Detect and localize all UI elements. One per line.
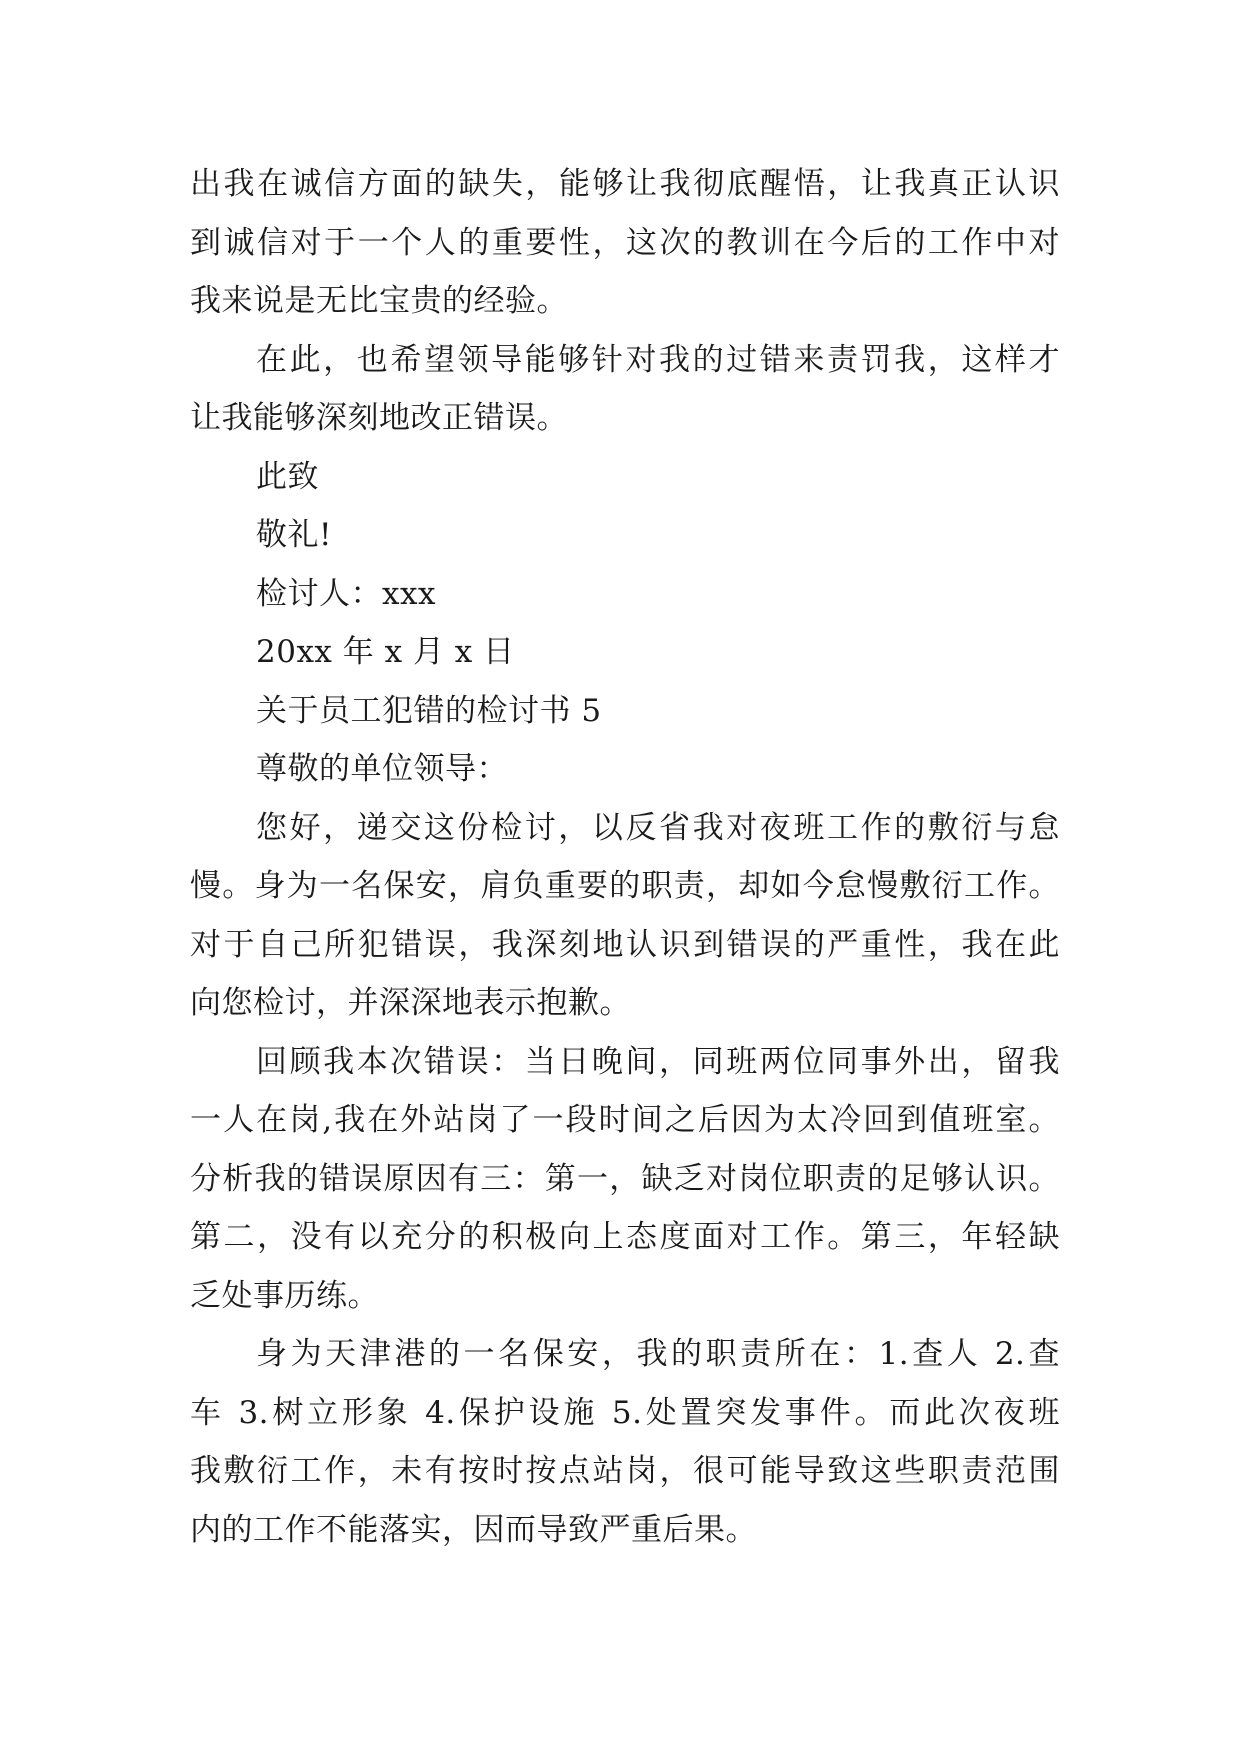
- greeting: [190, 740, 1060, 799]
- text-line: 向您检讨，并深深地表示抱歉。: [190, 985, 631, 1021]
- text-line: 此致: [256, 458, 319, 495]
- paragraph: [190, 155, 1060, 331]
- text-line: 第二，没有以充分的积极向上态度面对工作。第三，年轻缺: [190, 1219, 1060, 1255]
- closing-salutation: [190, 448, 1060, 507]
- text-line: 关于员工犯错的检讨书 5: [256, 692, 602, 729]
- text-line: 对于自己所犯错误，我深刻地认识到错误的严重性，我在此: [190, 926, 1060, 963]
- text-line: 20xx 年 x 月 x 日: [256, 634, 515, 670]
- closing-regards: [190, 506, 1060, 565]
- paragraph: [190, 799, 1060, 1033]
- text-line: 车 3.树立形象 4.保护设施 5.处置突发事件。而此次夜班: [190, 1394, 1060, 1431]
- text-line: 内的工作不能落实，因而导致严重后果。: [190, 1511, 757, 1548]
- text-line: 分析我的错误原因有三：第一，缺乏对岗位职责的足够认识。: [190, 1160, 1060, 1197]
- text-line: 您好，递交这份检讨，以反省我对夜班工作的敷衍与怠: [256, 809, 1060, 846]
- text-line: 出我在诚信方面的缺失，能够让我彻底醒悟，让我真正认识: [190, 166, 1060, 202]
- paragraph: [190, 331, 1060, 448]
- paragraph: [190, 1325, 1060, 1559]
- text-line: 到诚信对于一个人的重要性，这次的教训在今后的工作中对: [190, 224, 1060, 261]
- text-line: 身为天津港的一名保安，我的职责所在：1.查人 2.查: [256, 1336, 1060, 1372]
- text-line: 检讨人：xxx: [256, 575, 436, 612]
- text-line: 回顾我本次错误：当日晚间，同班两位同事外出，留我: [256, 1043, 1060, 1080]
- text-line: 尊敬的单位领导：: [256, 751, 508, 787]
- text-line: 慢。身为一名保安，肩负重要的职责，却如今怠慢敷衍工作。: [190, 868, 1060, 904]
- text-line: 在此，也希望领导能够针对我的过错来责罚我，这样才: [256, 341, 1060, 378]
- text-line: 我来说是无比宝贵的经验。: [190, 283, 568, 319]
- paragraph: [190, 1033, 1060, 1326]
- text-line: 一人在岗,我在外站岗了一段时间之后因为太冷回到值班室。: [190, 1102, 1060, 1138]
- section-title: [190, 682, 1060, 741]
- text-line: 让我能够深刻地改正错误。: [190, 400, 568, 436]
- text-line: 乏处事历练。: [190, 1277, 379, 1314]
- text-line: 敬礼!: [256, 517, 332, 553]
- signature: [190, 565, 1060, 624]
- document-page: [190, 155, 1060, 1559]
- text-line: 我敷衍工作，未有按时按点站岗，很可能导致这些职责范围: [190, 1453, 1060, 1489]
- date: [190, 623, 1060, 682]
